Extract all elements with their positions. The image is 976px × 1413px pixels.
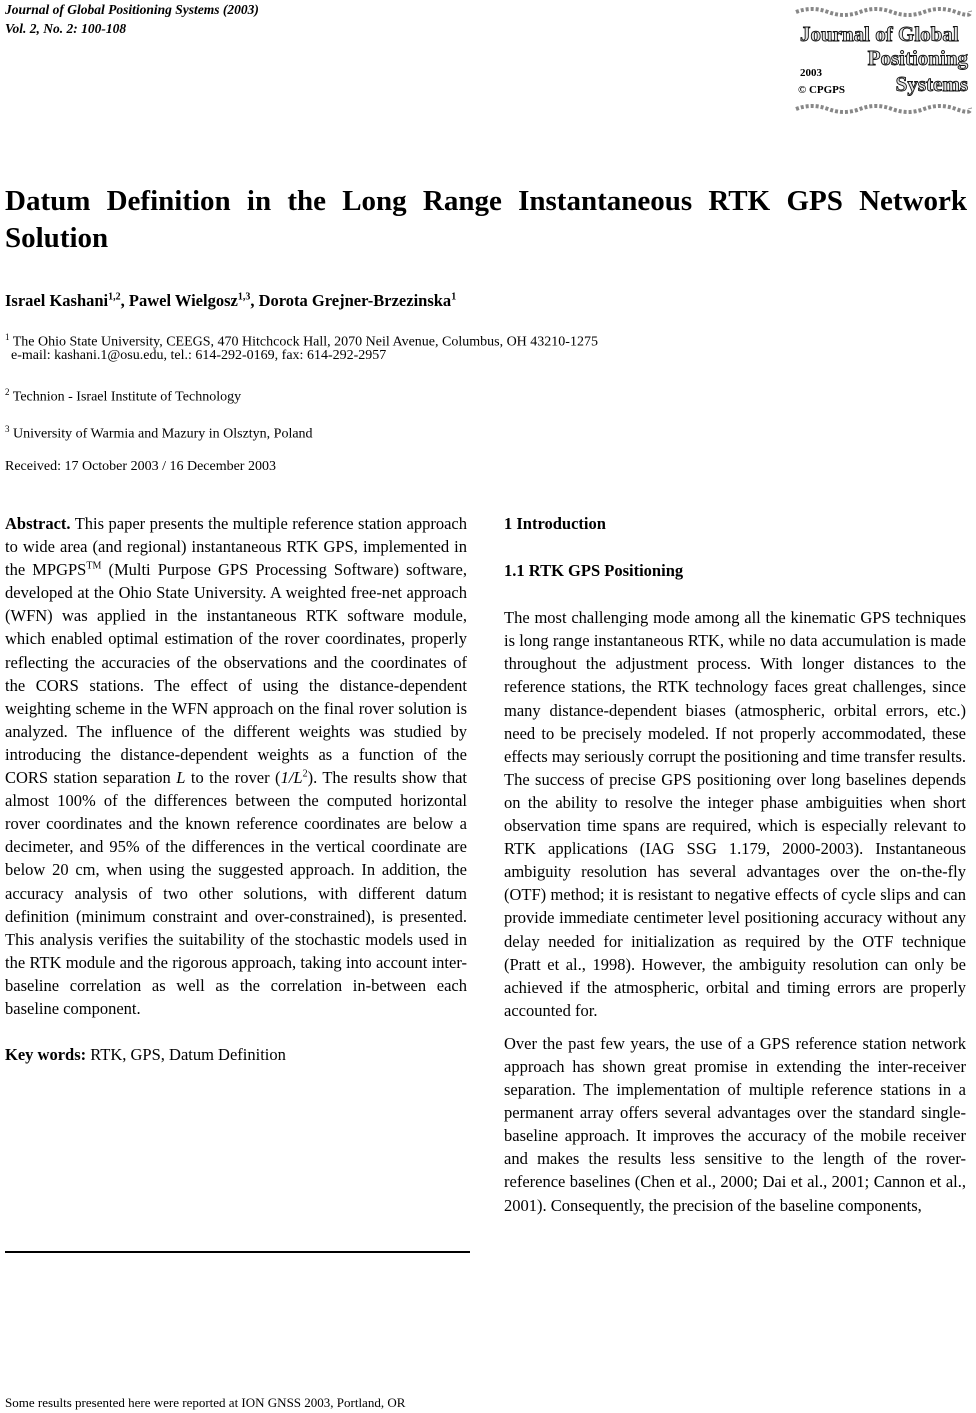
paper-title: Datum Definition in the Long Range Instantaneous RTK GPS Network Solution bbox=[5, 185, 967, 254]
affiliation-contact: e-mail: kashani.1@osu.edu, tel.: 614-292-0169, fax: 614-292-2957 bbox=[11, 348, 387, 363]
keywords: Key words: RTK, GPS, Datum Definition bbox=[5, 1045, 286, 1065]
section-heading: 1 Introduction bbox=[504, 514, 606, 533]
introduction-column bbox=[504, 512, 966, 1217]
received-date: Received: 17 October 2003 / 16 December 2003 bbox=[5, 459, 276, 474]
author-sup: 1,3 bbox=[237, 291, 251, 303]
author-name: Israel Kashani bbox=[5, 291, 109, 310]
affiliation-1: $^1$ The Ohio State University, CEEGS, 470 Hitchcock Hall, 2070 Neil Avenue, Columbus, OH 43210-1275 bbox=[5, 332, 598, 350]
abstract-column bbox=[5, 512, 467, 1066]
intro-paragraph-1: The most challenging mode among all the kinematic GPS techniques is long range instantaneous RTK, while no data accumulation is made throughout the adjustment process. With longer distances to the reference stations, the RTK technology faces great challenges, since many distance-dependent biases (atmospheric, orbital errors, etc.) need to be precisely modeled. If not properly accommodated, these effects may seriously corrupt the positioning and time transfer results. The success of precise GPS positioning over long baselines depends on the ability to resolve the integer phase ambiguities when short observation time spans are required, which is especially relevant to RTK applications (IAG SSG 1.179, 2000-2003). Instantaneous ambiguity resolution has several advantages over the on-the-fly (OTF) method; it is resistant to negative effects of cycle slips and can provide immediate centimeter level positioning accuracy without any delay needed for initialization as required by the OTF technique (Pratt et al., 1998). However, the ambiguity resolution can only be achieved if the atmospheric, orbital and timing errors are properly accounted for. bbox=[504, 608, 966, 1020]
logo-line3: Systems bbox=[895, 72, 968, 96]
journal-name: Journal of Global Positioning Systems (2003) bbox=[5, 2, 259, 17]
abstract-label: Abstract. bbox=[5, 514, 71, 533]
affiliation-3: $^3$ University of Warmia and Mazury in Olsztyn, Poland bbox=[5, 424, 313, 442]
journal-logo bbox=[792, 3, 972, 115]
logo-copyright: © CPGPS bbox=[798, 84, 846, 96]
author-name: Pawel Wielgosz bbox=[128, 291, 238, 310]
affiliation-2: $^2$ Technion - Israel Institute of Technology bbox=[5, 387, 242, 405]
abstract: Abstract. This paper presents the multiple reference station approach to wide area (and regional) instantaneous RTK GPS, implemented in the MPGPS™ (Multi Purpose GPS Processing Software) software, developed at the Ohio State University. A weighted free-net approach (WFN) was applied in the instantaneous RTK software module, which enabled optimal estimation of the rover coordinates, properly reflecting the accuracies of the observations and the coordinates of the CORS stations. The effect of using the distance-dependent weighting scheme in the WFN approach on the final rover solution is analyzed. The influence of the different weights was studied by introducing the distance-dependent weights as a function of the CORS station separation L to the rover $(1/L^2)$. The results show that almost 100% of the differences between the computed horizontal rover coordinates and the known reference coordinates are below a decimeter, and 95% of the differences in the vertical coordinate are below 20 cm, when using the suggested approach. In addition, the accuracy analysis of two other solutions, with different datum definition (minimum constraint and over-constrained), is presented. This analysis verifies the suitability of the stochastic models used in the RTK module and the rigorous approach, taking into account inter-baseline correlation as well as the correlation in-between each baseline component. bbox=[5, 514, 468, 1018]
footnote-divider bbox=[5, 1251, 470, 1253]
author-sup: 1,2 bbox=[108, 291, 121, 303]
journal-volume: Vol. 2, No. 2: 100-108 bbox=[5, 21, 127, 36]
author-name: Dorota Grejner-Brzezinska bbox=[258, 291, 452, 310]
subsection-heading: 1.1 RTK GPS Positioning bbox=[504, 561, 684, 581]
author-list: Israel Kashani$^{1,2}$, Pawel Wielgosz$^{1,3}$, Dorota Grejner-Brzezinska$^1$ bbox=[5, 291, 457, 310]
footnote: Some results presented here were reported at ION GNSS 2003, Portland, OR bbox=[5, 1395, 406, 1410]
intro-paragraph-2: Over the past few years, the use of a GPS reference station network approach has shown great promise in extending the inter-receiver separation. The implementation of multiple reference stations in a permanent array offers several advantages over the standard single-baseline approach. It improves the accuracy of the mobile receiver and makes the results less sensitive to the length of the rover-reference baselines (Chen et al., 2000; Dai et al., 2001; Cannon et al., 2001). Consequently, the precision of the baseline components, bbox=[504, 1033, 966, 1215]
author-sup: 1 bbox=[451, 291, 457, 303]
logo-line2: Positioning bbox=[867, 46, 968, 70]
journal-header bbox=[5, 0, 259, 38]
logo-year: 2003 bbox=[800, 67, 822, 79]
keywords-label: Key words: bbox=[5, 1045, 87, 1065]
logo-line1: Journal of Global bbox=[800, 22, 959, 46]
